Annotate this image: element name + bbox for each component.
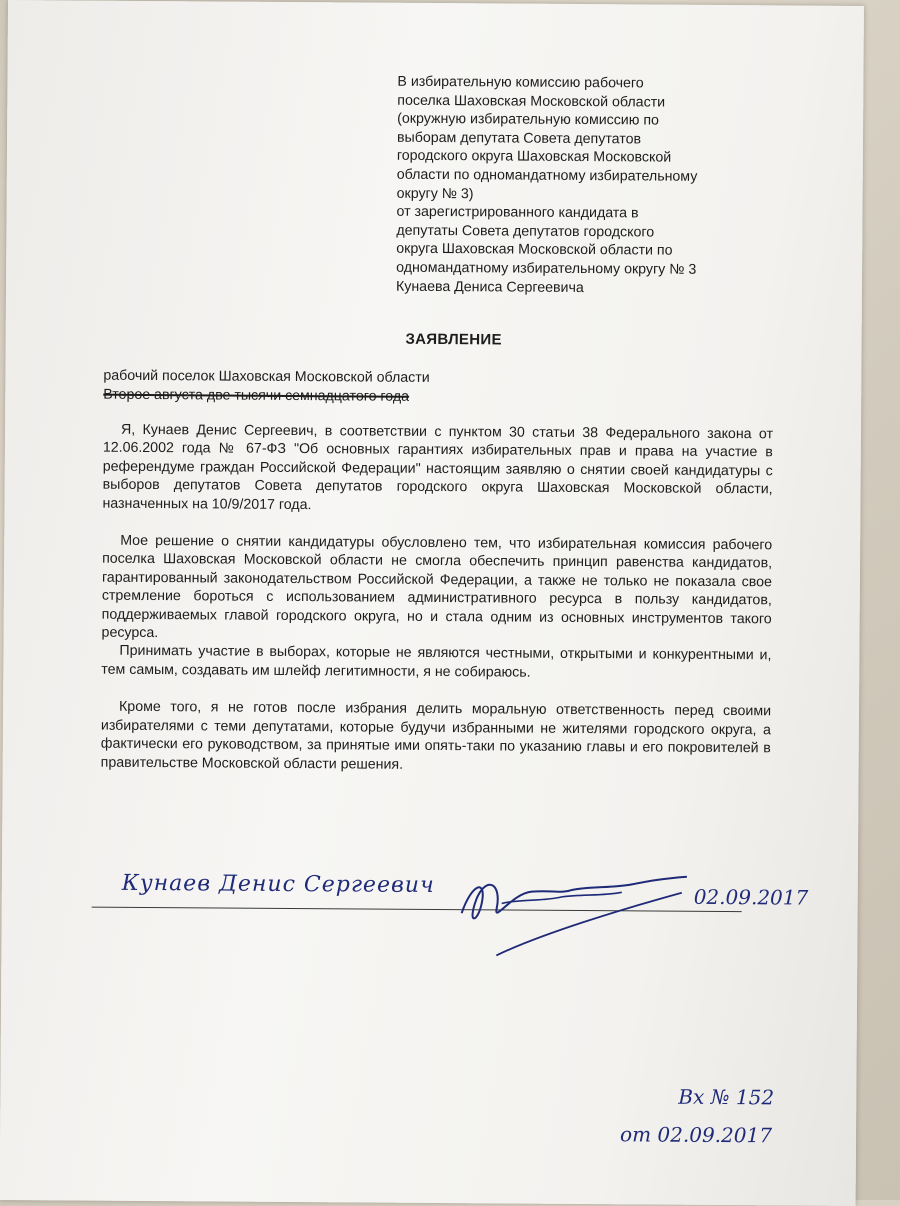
addressee-line: от зарегистрированного кандидата в [396,203,639,222]
paragraph: Кроме того, я не готов после избрания делить моральную ответственность перед своими избирателями с теми депутатами, которые будучи избранными не жителями городского округа, а фактически его руководством, за принятые ими опять-таки по указанию главы и его покровителей в правительстве Московской области решения. [100,699,772,773]
paragraph: Принимать участие в выборах, которые не являются честными, открытыми и конкурентными и, тем самым, создавать им шлейф легитимности, я не собираюсь. [101,643,772,681]
addressee-line: (окружную избирательную комиссию по [397,110,659,129]
addressee-block [396,73,768,299]
handwritten-name: Кунаев Денис Сергеевич [121,870,435,899]
registration-number: Вх № 152 [678,1084,775,1110]
addressee-line: выборам депутата Совета депутатов [396,129,642,148]
statement-body [100,421,773,796]
place-date-block [103,367,430,406]
addressee-line: округу № 3) [396,185,474,202]
paragraph: Мое решение о снятии кандидатуры обусловлено тем, что избирательная комиссия рабочего поселка Шаховская Московской области не смогла обеспечить принцип равенства кандидатов, гарантированный законодательством Российской Федерации, а также не только не показала свое стремление бороться с использованием административного ресурса в пользу кандидатов, поддерживаемых главой городского округа, но и стала одним из основных инструментов такого ресурса. [101,532,773,642]
place-line: рабочий поселок Шаховская Московской области [103,367,430,386]
addressee-line: депутаты Совета депутатов городского [396,222,655,241]
signature-date: 02.09.2017 [693,884,809,910]
addressee-line: В избирательную комиссию рабочего [397,73,644,92]
addressee-line: Кунаева Дениса Сергеевича [395,278,584,296]
addressee-line: области по одномандатному избирательному [396,166,698,185]
struck-date-line: Второе августа две тысячи семнадцатого года [103,386,410,405]
addressee-line: поселка Шаховская Московской области [397,92,666,111]
addressee-line: городского округа Шаховская Московской [396,148,672,167]
signature-scribble [441,863,722,965]
addressee-line: округа Шаховская Московской области по [396,241,673,259]
document-title: ЗАЯВЛЕНИЕ [405,330,502,349]
registration-date: от 02.09.2017 [620,1122,773,1148]
paragraph: Я, Кунаев Денис Сергеевич, в соответствии с пунктом 30 статьи 38 Федерального закона от 12.06.2002 года № 67-ФЗ "Об основных гарантиях избирательных прав и права на участие в референдуме граждан Российской Федерации" настоящим заявляю о снятии своей кандидатуры с выборов депутатов Совета депутатов городского округа Шаховская Московской области, назначенных на 10/9/2017 года. [102,421,774,513]
addressee-line: одномандатному избирательному округу № 3 [396,259,697,278]
registration-stamp [620,1084,841,1166]
signature-block [81,861,809,976]
